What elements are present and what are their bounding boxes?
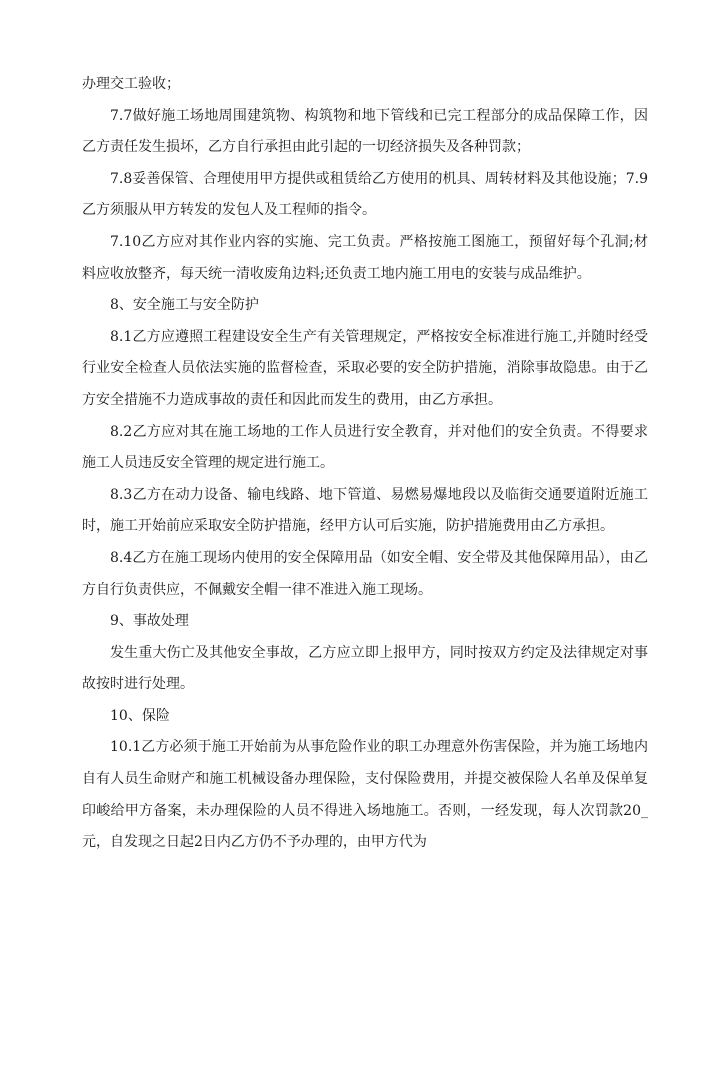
document-page	[82, 69, 648, 859]
paragraph-8-4: 8.4乙方在施工现场内使用的安全保障用品（如安全帽、安全带及其他保障用品），由乙方自行负责供应，不佩戴安全帽一律不准进入施工现场。	[82, 549, 648, 598]
paragraph-9: 发生重大伤亡及其他安全事故，乙方应立即上报甲方，同时按双方约定及法律规定对事故按时进行处理。	[82, 644, 648, 693]
paragraph-8-3: 8.3乙方在动力设备、输电线路、地下管道、易燃易爆地段以及临街交通要道附近施工时，施工开始前应采取安全防护措施，经甲方认可后实施，防护措施费用由乙方承担。	[82, 486, 648, 535]
paragraph-8-1: 8.1乙方应遵照工程建设安全生产有关管理规定，严格按安全标准进行施工,并随时经受行业安全检查人员依法实施的监督检查，采取必要的安全防护措施，消除事故隐患。由于乙方安全措施不力造成事故的责任和因此而发生的费用，由乙方承担。	[82, 328, 648, 408]
section-heading-8: 8、安全施工与安全防护	[110, 297, 259, 314]
section-heading-10: 10、保险	[110, 707, 170, 724]
paragraph-7-8: 7.8妥善保管、合理使用甲方提供或租赁给乙方使用的机具、周转材料及其他设施；7.9乙方须服从甲方转发的发包人及工程师的指令。	[82, 170, 648, 219]
section-heading-9: 9、事故处理	[110, 613, 189, 630]
paragraph-7-7: 7.7做好施工场地周围建筑物、构筑物和地下管线和已完工程部分的成品保障工作，因乙方责任发生损坏，乙方自行承担由此引起的一切经济损失及各种罚款；	[82, 107, 648, 156]
paragraph-acceptance-end: 办理交工验收；	[82, 76, 180, 92]
paragraph-8-2: 8.2乙方应对其在施工场地的工作人员进行安全教育，并对他们的安全负责。不得要求施工人员违反安全管理的规定进行施工。	[82, 423, 648, 472]
paragraph-7-10: 7.10乙方应对其作业内容的实施、完工负责。严格按施工图施工，预留好每个孔洞;材料应收放整齐，每天统一清收废角边料;还负责工地内施工用电的安装与成品维护。	[82, 233, 648, 282]
paragraph-10-1: 10.1乙方必须于施工开始前为从事危险作业的职工办理意外伤害保险，并为施工场地内自有人员生命财产和施工机械设备办理保险，支付保险费用，并提交被保险人名单及保单复印峻给甲方备案，未办理保险的人员不得进入场地施工。否则，一经发现，每人次罚款20_元，自发现之日起2日内乙方仍不予办理的，由甲方代为	[82, 739, 648, 851]
